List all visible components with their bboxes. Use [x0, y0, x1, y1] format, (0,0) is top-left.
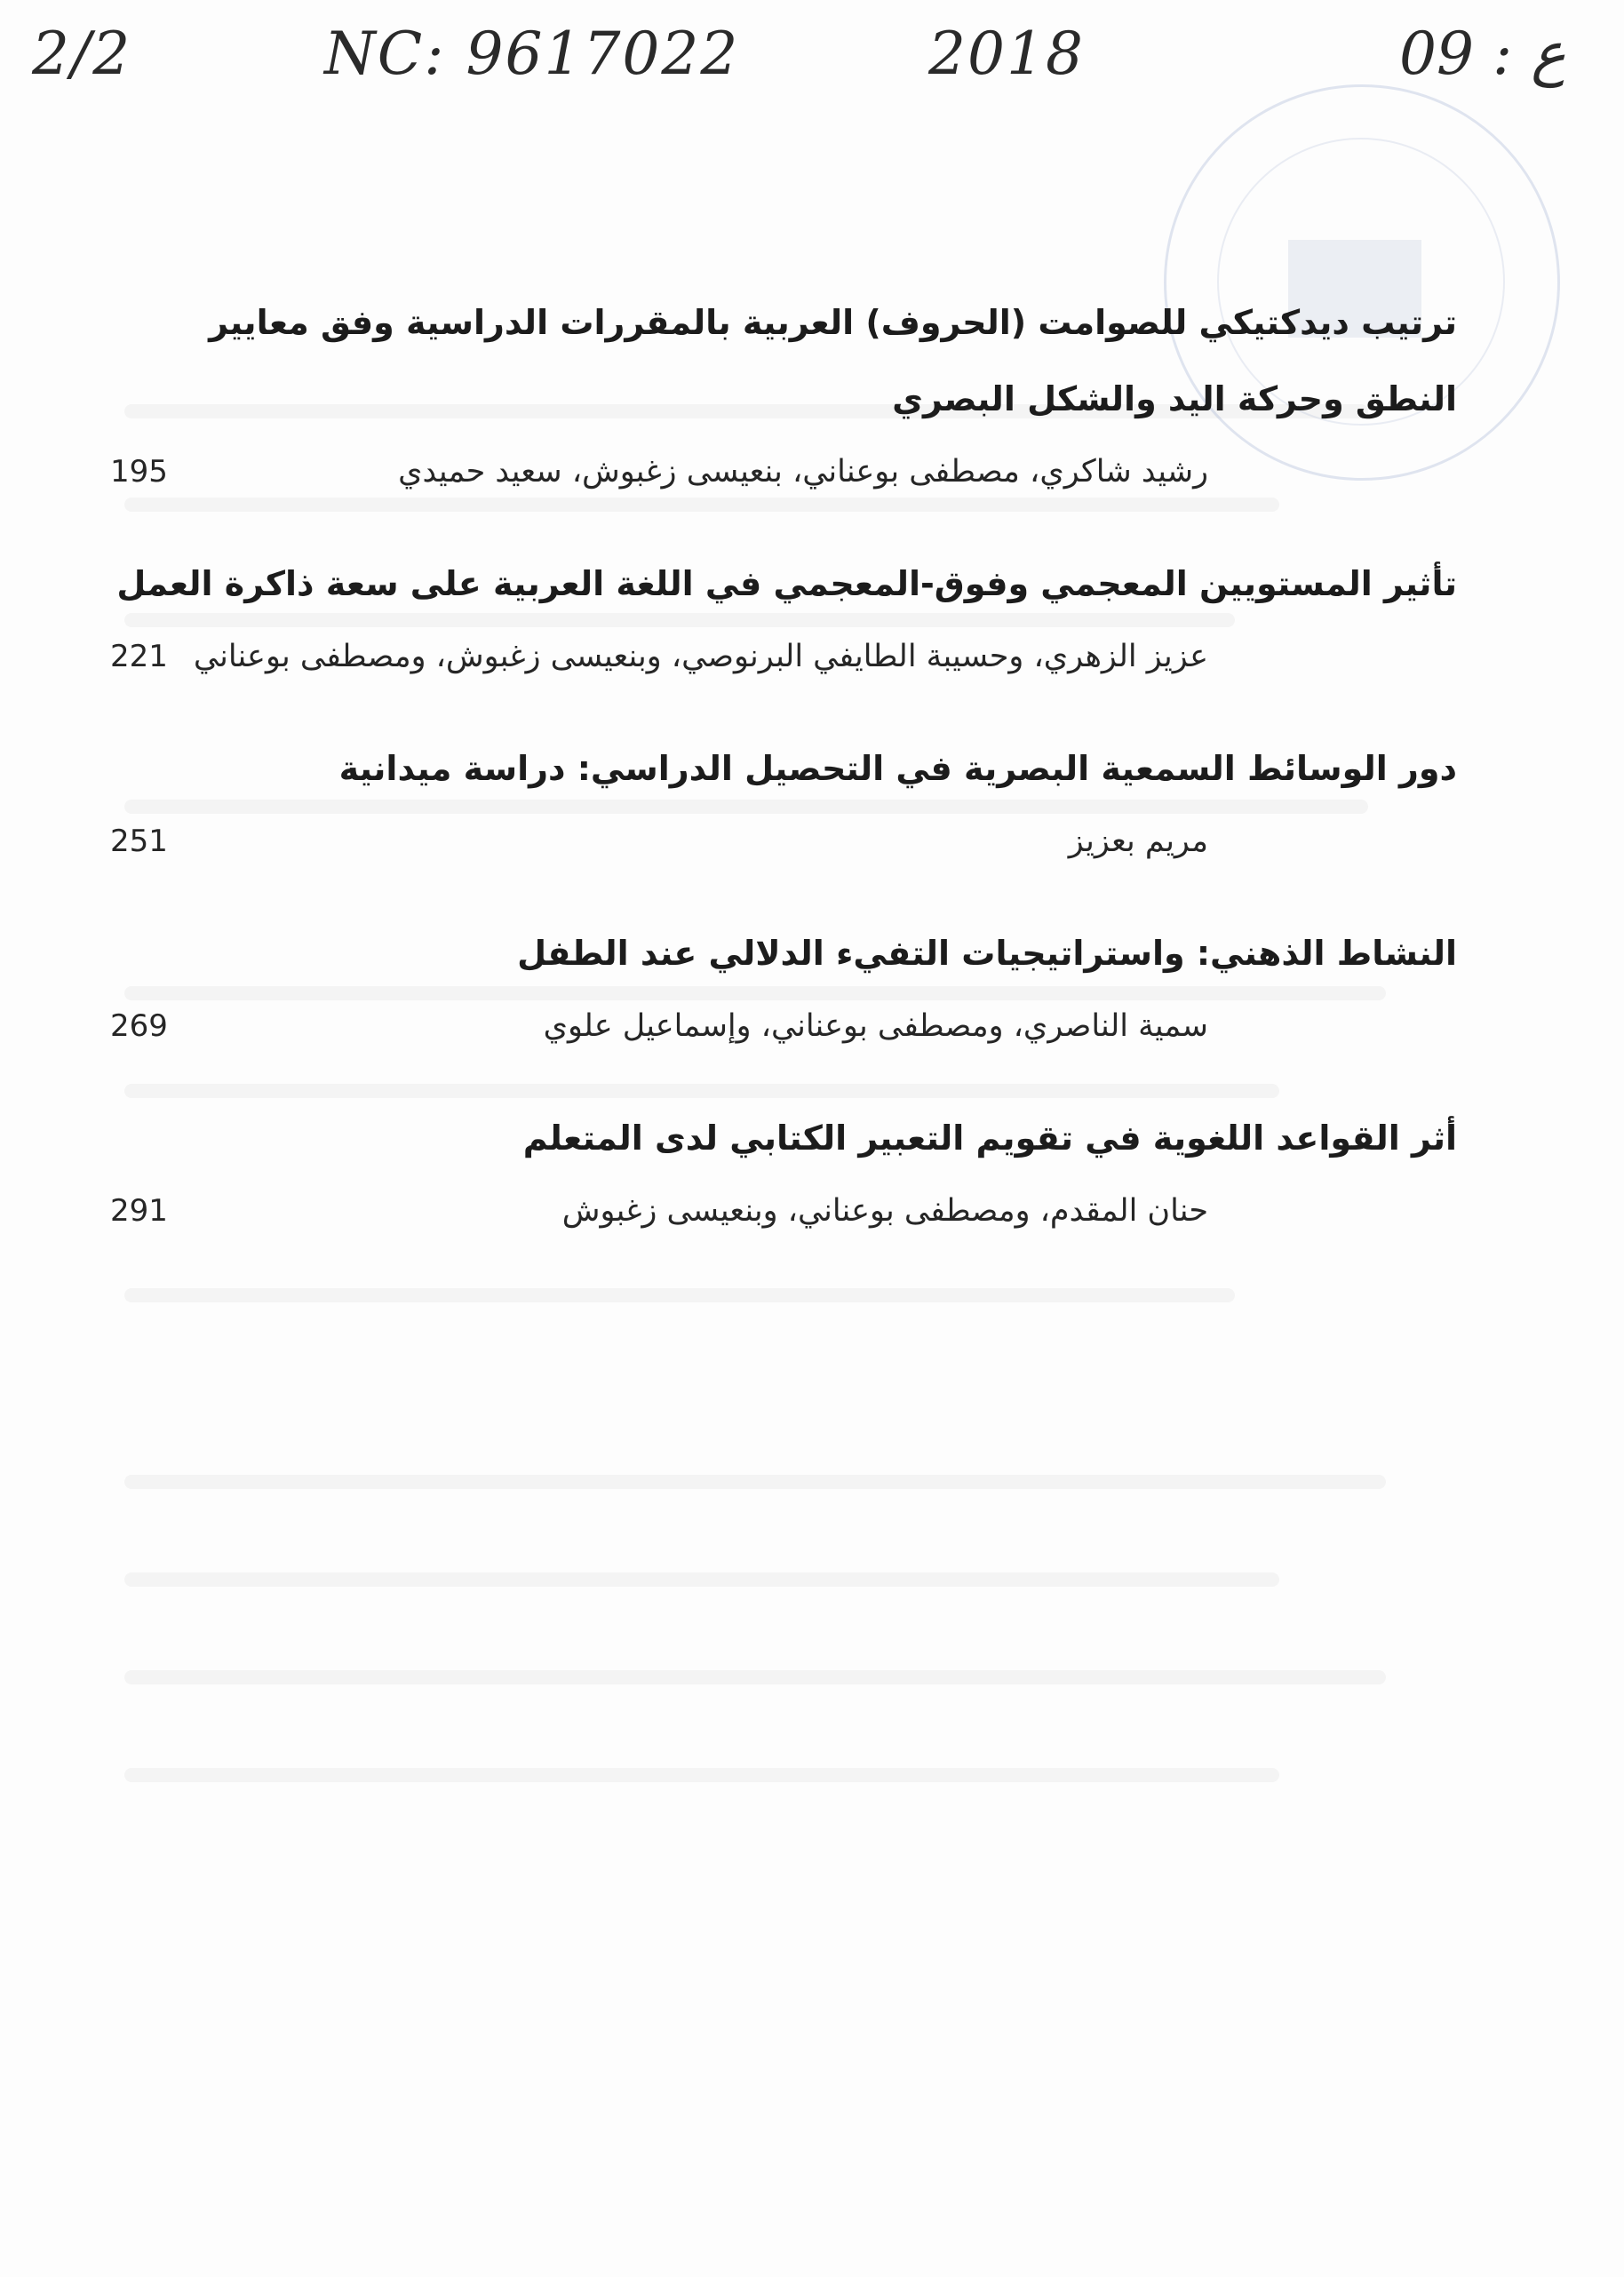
bleed-through-line [124, 1768, 1279, 1782]
toc-entry [107, 915, 1457, 1061]
toc-entry-page-number: 291 [110, 1193, 168, 1229]
toc-entry-title-line: أثر القواعد اللغوية في تقويم التعبير الكتابي لدى المتعلم [522, 1119, 1457, 1158]
toc-entry [107, 284, 1457, 506]
toc-entry-title-line: النشاط الذهني: واستراتيجيات التفيء الدلالي عند الطفل [517, 934, 1457, 973]
toc-entry-title-line: تأثير المستويين المعجمي وفوق-المعجمي في اللغة العربية على سعة ذاكرة العمل [116, 564, 1457, 603]
toc-entry-authors: مريم بعزيز [1068, 824, 1208, 859]
bleed-through-line [124, 1475, 1386, 1489]
table-of-contents [107, 284, 1457, 1285]
handwritten-shelf-mark: 09 : ع [1399, 20, 1566, 88]
toc-entry-authors: رشيد شاكري، مصطفى بوعناني، بنعيسى زغبوش، سعيد حميدي [398, 454, 1208, 490]
toc-entry-title-line: دور الوسائط السمعية البصرية في التحصيل الدراسي: دراسة ميدانية [338, 749, 1457, 788]
toc-entry-authors: حنان المقدم، ومصطفى بوعناني، وبنعيسى زغبوش [561, 1193, 1208, 1229]
toc-entry-title-line: ترتيب ديدكتيكي للصوامت (الحروف) العربية بالمقررات الدراسية وفق معايير [209, 303, 1457, 342]
toc-entry-title-line: النطق وحركة اليد والشكل البصري [892, 379, 1457, 418]
bleed-through-line [124, 1670, 1386, 1684]
handwritten-catalog-code: NC: 9617022 [324, 20, 740, 88]
toc-entry-page-number: 251 [110, 824, 168, 859]
toc-entry-authors-row [107, 991, 1457, 1061]
toc-entry-authors-row [107, 807, 1457, 876]
toc-entry-authors-row [107, 437, 1457, 506]
toc-entry-authors: عزيز الزهري، وحسيبة الطايفي البرنوصي، وبنعيسى زغبوش، ومصطفى بوعناني [193, 639, 1208, 674]
toc-entry [107, 730, 1457, 876]
toc-entry-authors-row [107, 1176, 1457, 1246]
handwritten-page-fraction: 2/2 [32, 20, 132, 88]
handwritten-year: 2018 [928, 20, 1085, 88]
toc-entry [107, 545, 1457, 691]
toc-entry [107, 1100, 1457, 1246]
bleed-through-line [124, 1288, 1235, 1302]
toc-entry-authors: سمية الناصري، ومصطفى بوعناني، وإسماعيل علوي [543, 1008, 1208, 1044]
toc-entry-page-number: 195 [110, 454, 168, 490]
toc-entry-page-number: 269 [110, 1008, 168, 1044]
bleed-through-line [124, 1572, 1279, 1587]
toc-entry-page-number: 221 [110, 639, 168, 674]
toc-entry-authors-row [107, 622, 1457, 691]
